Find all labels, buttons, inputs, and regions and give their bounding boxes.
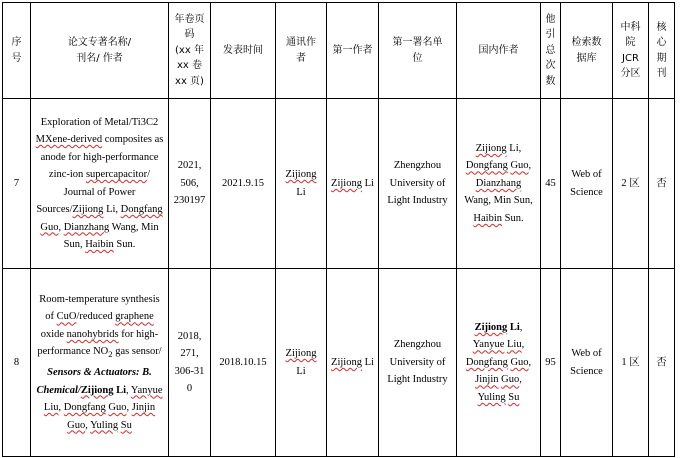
header-seq: 序 号 [3, 3, 31, 99]
corresponding-cell: Zijiong Li [276, 269, 327, 457]
volume-cell: 2018, 271, 306-31 0 [169, 269, 211, 457]
table-row [3, 269, 675, 457]
domestic-authors-cell: Zijiong Li, Yanyue Liu, Dongfang Guo, Jinjin Guo, Yuling Su [457, 269, 541, 457]
header-volume: 年卷页 码 (xx 年 xx 卷 xx 页) [169, 3, 211, 99]
paper-list-table [2, 2, 675, 457]
seq-cell: 8 [3, 269, 31, 457]
date-cell: 2018.10.15 [211, 269, 276, 457]
jcr-cell: 2 区 [613, 99, 649, 269]
date-cell: 2021.9.15 [211, 99, 276, 269]
seq-cell: 7 [3, 99, 31, 269]
citations-cell: 95 [541, 269, 561, 457]
header-corresponding: 通讯作 者 [276, 3, 327, 99]
first-author-cell: Zijiong Li [327, 99, 379, 269]
header-row [3, 3, 675, 99]
title-cell: Room-temperature synthesis of CuO/reduced graphene oxide nanohybrids for high-performance $NO_2$ gas sensor/ Sensors & Actuators: B. Chemical/Zijiong Li, Yanyue Liu, Dongfang Guo, Jinjin Guo, Yuling Su [31, 269, 169, 457]
domestic-authors-cell: Zijiong Li, Dongfang Guo, Dianzhang Wang, Min Sun, Haibin Sun. [457, 99, 541, 269]
header-database: 检索数 据库 [561, 3, 613, 99]
database-cell: Web of Science [561, 99, 613, 269]
volume-cell: 2021, 506, 230197 [169, 99, 211, 269]
citations-cell: 45 [541, 99, 561, 269]
corresponding-cell: Zijiong Li [276, 99, 327, 269]
unit-cell: Zhengzhou University of Light Industry [379, 269, 457, 457]
header-first-unit: 第一署名单 位 [379, 3, 457, 99]
header-citations: 他 引 总 次 数 [541, 3, 561, 99]
header-date: 发表时间 [211, 3, 276, 99]
unit-cell: Zhengzhou University of Light Industry [379, 99, 457, 269]
table-row [3, 99, 675, 269]
header-core: 核 心 期 刊 [649, 3, 675, 99]
jcr-cell: 1 区 [613, 269, 649, 457]
header-domestic-authors: 国内作者 [457, 3, 541, 99]
title-cell: Exploration of Metal/Ti3C2 MXene-derived composites as anode for high-performance zinc-ion supercapacitor/ Journal of Power Sources/Zijiong Li, Dongfang Guo, Dianzhang Wang, Min Sun, Haibin Sun. [31, 99, 169, 269]
header-first-author: 第一作者 [327, 3, 379, 99]
header-jcr: 中科 院 JCR 分区 [613, 3, 649, 99]
database-cell: Web of Science [561, 269, 613, 457]
core-cell: 否 [649, 99, 675, 269]
header-title: 论文专著名称/ 刊名/ 作者 [31, 3, 169, 99]
core-cell: 否 [649, 269, 675, 457]
first-author-cell: Zijiong Li [327, 269, 379, 457]
